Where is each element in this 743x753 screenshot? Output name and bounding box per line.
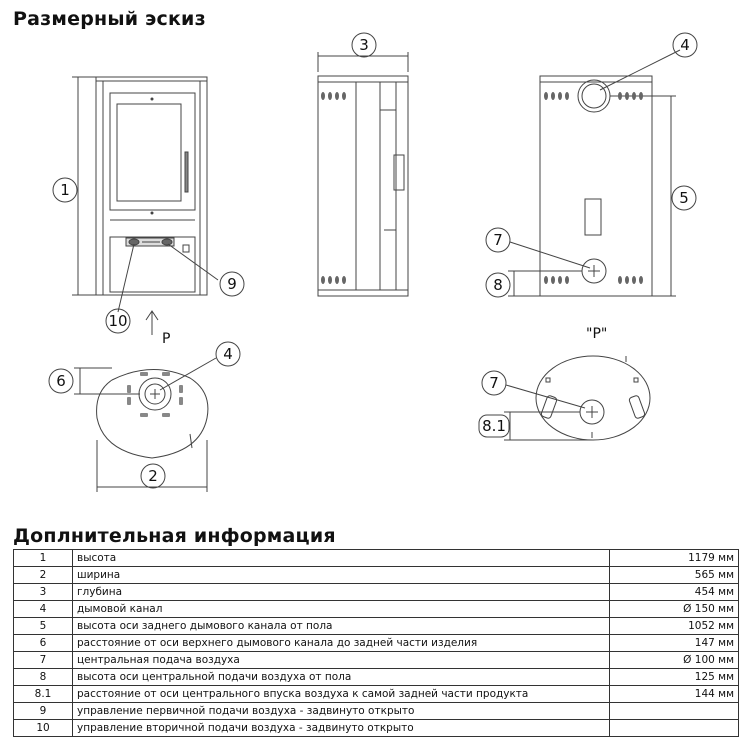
callout-5: 5 — [679, 189, 689, 207]
callout-2: 2 — [148, 467, 158, 485]
arrow-p-label: P — [162, 331, 171, 347]
row-number: 4 — [14, 601, 73, 618]
row-value: 125 мм — [610, 669, 739, 686]
view-p-label: "P" — [586, 326, 608, 342]
sketch-title: Размерный эскиз — [13, 8, 206, 30]
row-value: 147 мм — [610, 635, 739, 652]
row-number: 1 — [14, 550, 73, 567]
row-description: расстояние от оси верхнего дымового канала до задней части изделия — [73, 635, 610, 652]
row-number: 7 — [14, 652, 73, 669]
row-description: высота оси центральной подачи воздуха от пола — [73, 669, 610, 686]
row-description: центральная подача воздуха — [73, 652, 610, 669]
row-number: 3 — [14, 584, 73, 601]
callout-3: 3 — [359, 36, 369, 54]
side-view — [318, 52, 408, 296]
callout-4-rear: 4 — [680, 36, 690, 54]
callout-1: 1 — [60, 181, 70, 199]
row-description: ширина — [73, 567, 610, 584]
row-value: 144 мм — [610, 686, 739, 703]
row-number: 2 — [14, 567, 73, 584]
table-row — [14, 584, 739, 601]
row-description: глубина — [73, 584, 610, 601]
table-row — [14, 618, 739, 635]
callout-7-rear: 7 — [493, 231, 503, 249]
row-number: 5 — [14, 618, 73, 635]
row-value: Ø 100 мм — [610, 652, 739, 669]
info-table — [13, 549, 739, 737]
table-row — [14, 703, 739, 720]
row-number: 8.1 — [14, 686, 73, 703]
bottom-view — [504, 356, 650, 440]
row-description: высота — [73, 550, 610, 567]
row-value: Ø 150 мм — [610, 601, 739, 618]
row-value: 1052 мм — [610, 618, 739, 635]
row-description: управление первичной подачи воздуха - задвинуто открыто — [73, 703, 610, 720]
table-row — [14, 652, 739, 669]
table-row — [14, 567, 739, 584]
row-description: высота оси заднего дымового канала от пола — [73, 618, 610, 635]
table-row — [14, 669, 739, 686]
table-row — [14, 550, 739, 567]
callout-8-1: 8.1 — [482, 417, 506, 435]
row-number: 8 — [14, 669, 73, 686]
row-number: 6 — [14, 635, 73, 652]
front-view — [72, 77, 218, 335]
callout-9: 9 — [227, 275, 237, 293]
row-description: расстояние от оси центрального впуска воздуха к самой задней части продукта — [73, 686, 610, 703]
row-value — [610, 703, 739, 720]
table-row — [14, 720, 739, 737]
row-value — [610, 720, 739, 737]
row-number: 10 — [14, 720, 73, 737]
row-description: управление вторичной подачи воздуха - задвинуто открыто — [73, 720, 610, 737]
callout-7-bottom: 7 — [489, 374, 499, 392]
callout-6: 6 — [56, 372, 66, 390]
table-row — [14, 686, 739, 703]
table-row — [14, 635, 739, 652]
callout-10: 10 — [108, 312, 128, 330]
info-title: Доплнительная информация — [13, 525, 336, 547]
row-description: дымовой канал — [73, 601, 610, 618]
top-view — [74, 358, 216, 492]
row-value: 454 мм — [610, 584, 739, 601]
row-value: 1179 мм — [610, 550, 739, 567]
callout-4-top: 4 — [223, 345, 233, 363]
row-value: 565 мм — [610, 567, 739, 584]
callout-8: 8 — [493, 276, 503, 294]
rear-view — [508, 50, 680, 296]
row-number: 9 — [14, 703, 73, 720]
table-row — [14, 601, 739, 618]
